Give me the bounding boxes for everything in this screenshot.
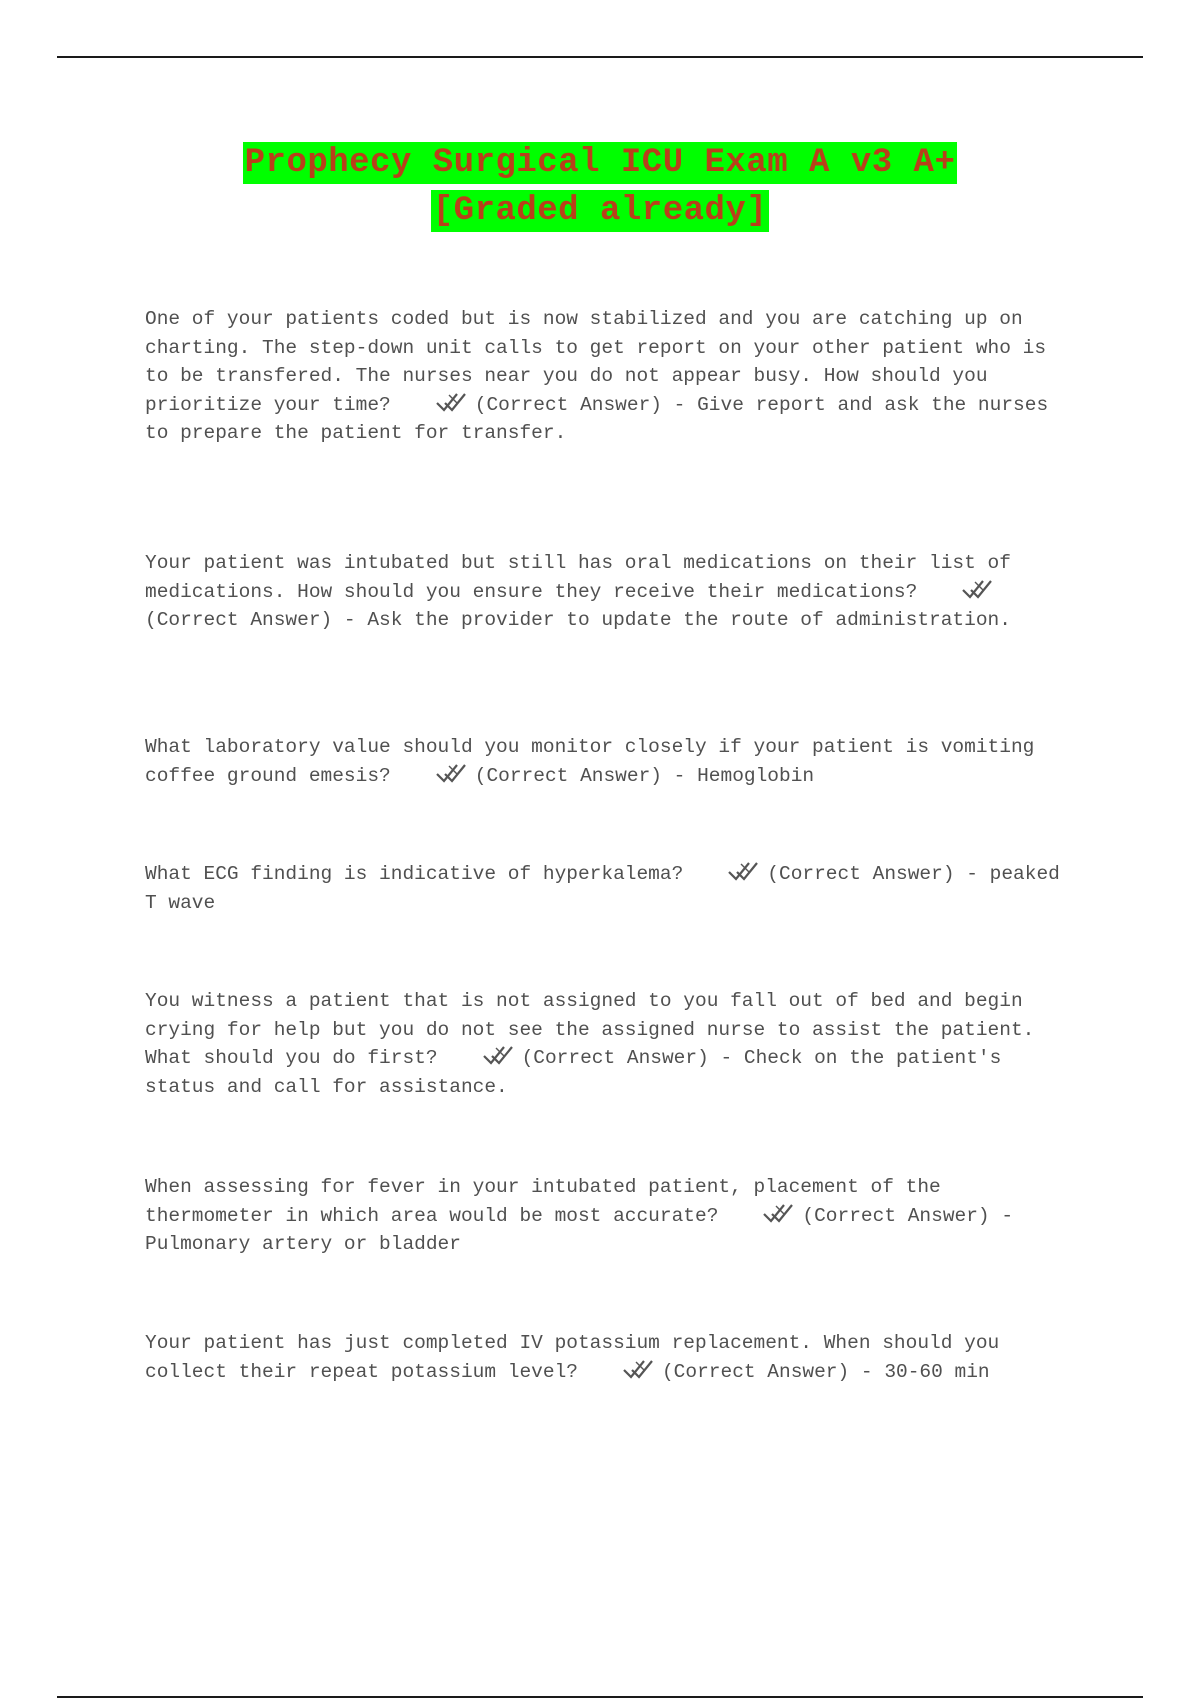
double-check-icon — [727, 860, 765, 882]
title-line-1: Prophecy Surgical ICU Exam A v3 A+ — [244, 144, 956, 182]
document-title — [0, 142, 1200, 238]
answer-text: (Correct Answer) - Ask the provider to update the route of administration. — [145, 609, 1011, 631]
answer-text: (Correct Answer) - Give report and ask the nurses to prepare the patient for transfer. — [145, 393, 1049, 444]
answer-text: (Correct Answer) - Hemoglobin — [474, 764, 815, 787]
question-text: What ECG finding is indicative of hyperkalema? — [145, 863, 684, 885]
double-check-icon — [762, 1202, 800, 1224]
answer-text: (Correct Answer) - 30-60 min — [661, 1360, 990, 1383]
question-text: Your patient was intubated but still has oral medications on their list of medications. How should you ensure they receive their medications? — [145, 552, 1011, 603]
title-line-2: [Graded already] — [432, 192, 768, 230]
answer-text: (Correct Answer) - Check on the patient's status and call for assistance. — [145, 1047, 1002, 1098]
double-check-icon — [961, 578, 999, 600]
qa-item — [145, 1173, 1065, 1259]
qa-item — [145, 1329, 1065, 1386]
question-text: Your patient has just completed IV potassium replacement. When should you collect their repeat potassium level? — [145, 1332, 1000, 1383]
question-text: What laboratory value should you monitor closely if your patient is vomiting coffee ground emesis? — [145, 736, 1035, 787]
question-text: You witness a patient that is not assigned to you fall out of bed and begin crying for help but you do not see the assigned nurse to assist the patient. What should you do first? — [145, 990, 1035, 1069]
double-check-icon — [435, 762, 473, 784]
qa-item — [145, 860, 1065, 917]
question-text: One of your patients coded but is now stabilized and you are catching up on charting. The step-down unit calls to get report on your other patient who is to be transfered. The nurses near you do not appear busy. How should you prioritize your time? — [145, 308, 1047, 416]
double-check-icon — [435, 391, 473, 413]
top-rule — [57, 56, 1143, 58]
answer-text: (Correct Answer) - Pulmonary artery or bladder — [145, 1204, 1014, 1255]
qa-item — [145, 549, 1065, 635]
answer-text: (Correct Answer) - peaked T wave — [145, 863, 1060, 914]
qa-item — [145, 305, 1065, 448]
qa-item — [145, 733, 1065, 790]
double-check-icon — [622, 1358, 660, 1380]
double-check-icon — [482, 1044, 520, 1066]
bottom-rule — [57, 1696, 1143, 1698]
qa-item — [145, 987, 1065, 1101]
question-text: When assessing for fever in your intubated patient, placement of the thermometer in which area would be most accurate? — [145, 1176, 941, 1227]
